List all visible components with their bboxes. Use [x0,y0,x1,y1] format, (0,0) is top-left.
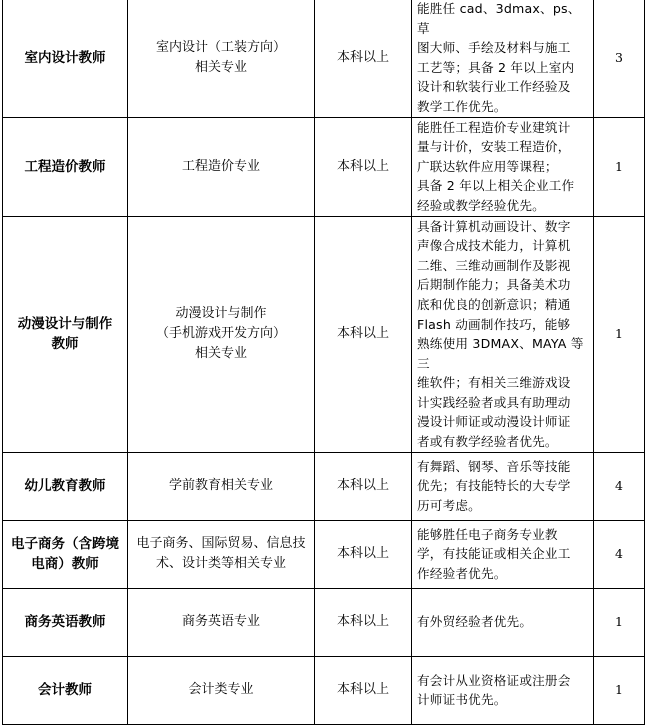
requirements-cell [412,520,594,588]
position-cell-line: 教师 [51,336,79,353]
requirements-cell [412,656,594,724]
position-cell [3,656,128,724]
requirements-cell-line: 后期制作能力；具备美术功 [417,277,571,293]
requirements-cell-line: 经验或教学经验优先。 [417,197,545,213]
recruitment-table [2,0,645,725]
position-cell-line: 动漫设计与制作 [17,316,113,333]
requirements-cell [412,117,594,216]
major-cell-line: 会计类专业 [188,682,254,698]
requirements-cell-line: 熟练使用 3DMAX、MAYA 等三 [417,336,584,371]
table-body [3,0,645,724]
major-cell [128,520,315,588]
requirements-cell-line: 有外贸经验者优先。 [417,614,533,630]
major-cell [128,117,315,216]
requirements-cell-line: 具备计算机动画设计、数字 [417,218,571,234]
count-cell: 1 [594,588,645,656]
position-cell-line: 商务英语教师 [24,614,106,631]
requirements-cell-line: 能胜任工程造价专业建筑计 [417,119,571,135]
requirements-cell-line: 设计和软装行业工作经验及 [417,79,571,95]
major-cell-line: 商务英语专业 [181,614,260,630]
major-cell [128,0,315,117]
major-cell [128,588,315,656]
requirements-cell-line: 能够胜任电子商务专业教 [417,526,558,542]
position-cell [3,452,128,520]
position-cell-line: 电商）教师 [31,556,99,573]
major-cell-line: 电子商务、国际贸易、信息技 [136,536,306,552]
requirements-cell-line: 广联达软件应用等课程； [417,158,558,174]
major-cell-line: 室内设计（工装方向） [155,39,286,55]
major-cell-line: 学前教育相关专业 [168,478,273,494]
requirements-cell-line: 有舞蹈、钢琴、音乐等技能 [417,458,571,474]
table-row [3,452,645,520]
major-cell [128,452,315,520]
requirements-cell-line: 漫设计师证或动漫设计师证 [417,414,571,430]
table-row [3,117,645,216]
requirements-cell-line: 维软件；有相关三维游戏设 [417,375,571,391]
position-cell-line: 工程造价教师 [24,158,106,175]
education-cell: 本科以上 [315,452,412,520]
major-cell-line: 动漫设计与制作 [175,306,267,322]
education-cell: 本科以上 [315,216,412,452]
requirements-cell-line: 能胜任 cad、3dmax、ps、草 [417,1,581,36]
requirements-cell-line: 优先；有技能特长的大专学 [417,478,571,494]
education-cell: 本科以上 [315,0,412,117]
table-row [3,216,645,452]
requirements-cell-line: Flash 动画制作技巧，能够 [417,316,571,332]
requirements-cell-line: 具备 2 年以上相关企业工作 [417,178,575,194]
position-cell-line: 会计教师 [38,682,92,699]
requirements-cell-line: 教学工作优先。 [417,98,507,114]
major-cell-line: 相关专业 [194,59,247,75]
education-cell: 本科以上 [315,520,412,588]
requirements-cell [412,216,594,452]
position-cell [3,117,128,216]
major-cell-line: 相关专业 [194,346,247,362]
requirements-cell [412,0,594,117]
requirements-cell-line: 计师证书优先。 [417,692,507,708]
requirements-cell-line: 二维、三维动画制作及影视 [417,257,571,273]
position-cell [3,588,128,656]
requirements-cell-line: 计实践经验者或具有助理动 [417,394,571,410]
requirements-cell-line: 有会计从业资格证或注册会 [417,672,571,688]
major-cell [128,216,315,452]
position-cell [3,0,128,117]
requirements-cell-line: 图大师、手绘及材料与施工 [417,40,571,56]
count-cell: 1 [594,216,645,452]
requirements-cell [412,588,594,656]
major-cell-line: 工程造价专业 [181,158,260,174]
position-cell [3,520,128,588]
position-cell-line: 室内设计教师 [24,49,106,66]
count-cell: 3 [594,0,645,117]
count-cell: 1 [594,656,645,724]
table-row [3,588,645,656]
position-cell-line: 幼儿教育教师 [24,478,106,495]
table-row [3,656,645,724]
count-cell: 1 [594,117,645,216]
education-cell: 本科以上 [315,656,412,724]
requirements-cell-line: 声像合成技术能力，计算机 [417,238,571,254]
requirements-cell-line: 底和优良的创新意识；精通 [417,296,571,312]
requirements-cell-line: 学，有技能证或相关企业工 [417,546,571,562]
education-cell: 本科以上 [315,588,412,656]
position-cell [3,216,128,452]
major-cell-line: （手机游戏开发方向） [155,326,286,342]
table-row [3,520,645,588]
major-cell [128,656,315,724]
count-cell: 4 [594,452,645,520]
education-cell: 本科以上 [315,117,412,216]
count-cell: 4 [594,520,645,588]
requirements-cell-line: 者或有教学经验者优先。 [417,434,558,450]
table-row [3,0,645,117]
requirements-cell-line: 量与计价，安装工程造价， [417,139,571,155]
requirements-cell-line: 工艺等；具备 2 年以上室内 [417,59,575,75]
position-cell-line: 电子商务（含跨境 [11,536,119,553]
requirements-cell-line: 作经验者优先。 [417,565,507,581]
major-cell-line: 术、设计类等相关专业 [155,556,286,572]
requirements-cell [412,452,594,520]
requirements-cell-line: 历可考虑。 [417,497,481,513]
